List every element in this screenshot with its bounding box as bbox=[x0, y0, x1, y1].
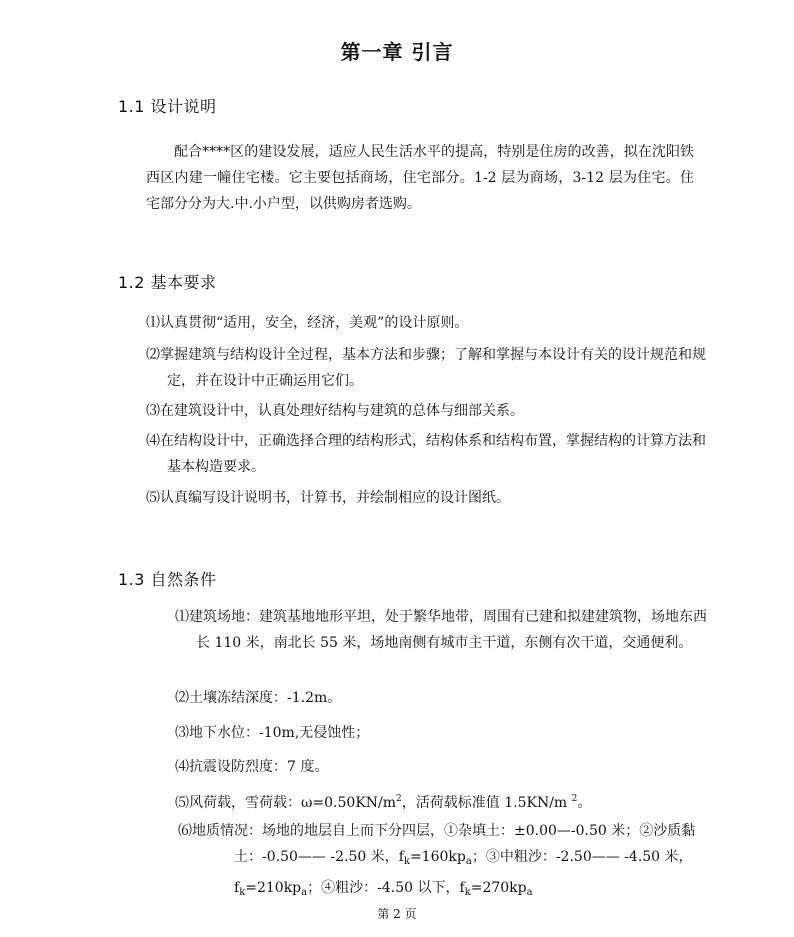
unit-superscript: 2 bbox=[396, 794, 402, 804]
section-heading-design-description: 1.1 设计说明 bbox=[118, 97, 217, 116]
geology-text: =160kp bbox=[409, 849, 466, 865]
requirement-item: ⑸认真编写设计说明书，计算书，并绘制相应的设计图纸。 bbox=[146, 490, 510, 506]
wind-load-text: ⑸风荷载，雪荷载：ω=0.50KN/m bbox=[175, 795, 397, 811]
section-heading-basic-requirements: 1.2 基本要求 bbox=[118, 273, 217, 292]
geology-text: =210kp bbox=[245, 880, 302, 896]
chapter-title: 第一章 引言 bbox=[340, 40, 454, 64]
geology-text: ⑹地质情况：场地的地层自上而下分四层，①杂填土：±0.00—-0.50 米；②沙质黏土：-0.50—— -2.50 米，f bbox=[178, 823, 696, 865]
subscript-k: k bbox=[403, 856, 410, 867]
requirement-item: ⑴认真贯彻“适用，安全，经济，美观”的设计原则。 bbox=[146, 315, 469, 331]
unit-superscript: 2 bbox=[571, 794, 578, 804]
subscript-k: k bbox=[239, 887, 246, 898]
geology-text: =270kp bbox=[470, 880, 527, 896]
section-heading-natural-conditions: 1.3 自然条件 bbox=[118, 570, 217, 589]
live-load-text: ，活荷载标准值 1.5KN/m bbox=[401, 795, 572, 811]
condition-item: ⑷抗震设防烈度：7 度。 bbox=[175, 759, 329, 775]
condition-item-geology bbox=[178, 818, 752, 906]
condition-item: ⑴建筑场地：建筑基地地形平坦，处于繁华地带，周围有已建和拟建建筑物，场地东西长 110 米，南北长 55 米，场地南侧有城市主干道，东侧有次干道，交通便利。 bbox=[175, 609, 707, 651]
condition-item: ⑵土壤冻结深度：-1.2m。 bbox=[175, 690, 342, 706]
requirement-item: ⑶在建筑设计中，认真处理好结构与建筑的总体与细部关系。 bbox=[146, 403, 524, 419]
subscript-a: a bbox=[301, 887, 308, 898]
geology-text: ；④粗沙：-4.50 以下，f bbox=[307, 880, 465, 896]
requirement-item: ⑷在结构设计中，正确选择合理的结构形式，结构体系和结构布置，掌握结构的计算方法和基本构造要求。 bbox=[146, 433, 706, 475]
subscript-a: a bbox=[465, 856, 472, 867]
condition-item-wind-load bbox=[175, 786, 716, 816]
design-description-paragraph: 配合****区的建设发展，适应人民生活水平的提高，特别是住房的改善，拟在沈阳铁西区内建一幢住宅楼。它主要包括商场，住宅部分。1-2 层为商场，3-12 层为住宅。住宅部分分为大.中.小户型，以供购房者选购。 bbox=[146, 144, 694, 212]
condition-item: ⑶地下水位：-10m,无侵蚀性； bbox=[175, 725, 370, 741]
geology-text: ；③中粗沙：-2.50—— -4.50 米，f bbox=[234, 849, 693, 896]
requirement-item: ⑵掌握建筑与结构设计全过程，基本方法和步骤；了解和掌握与本设计有关的设计规范和规定，并在设计中正确运用它们。 bbox=[146, 347, 706, 389]
page-number-footer: 第 2 页 bbox=[377, 907, 417, 921]
subscript-a: a bbox=[526, 887, 533, 898]
sentence-end: 。 bbox=[577, 795, 592, 811]
subscript-k: k bbox=[464, 887, 471, 898]
